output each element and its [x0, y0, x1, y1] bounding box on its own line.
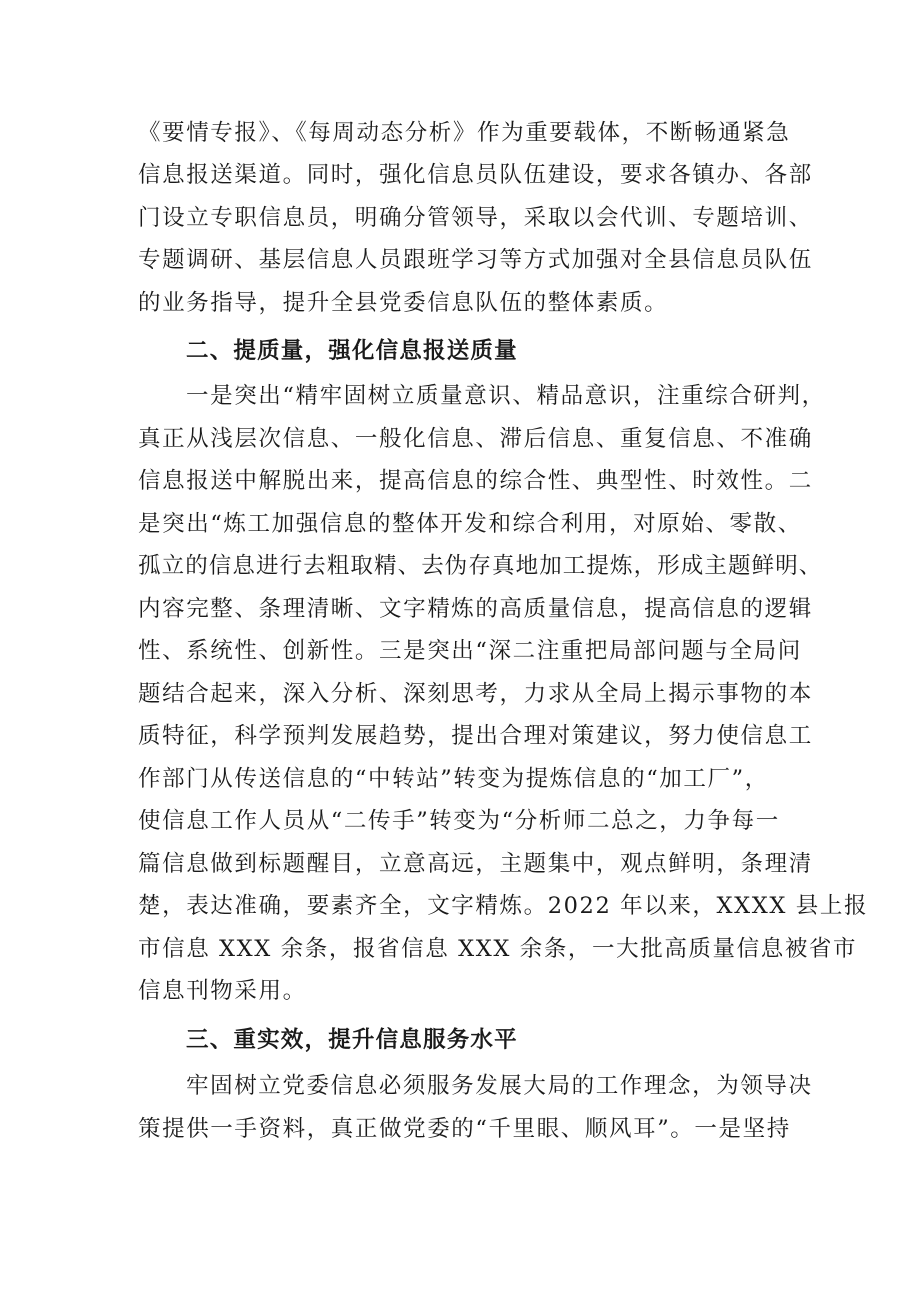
paragraph-line: 信息报送中解脱出来，提高信息的综合性、典型性、时效性。二	[138, 468, 813, 494]
section-heading: 三、重实效，提升信息服务水平	[186, 1027, 518, 1053]
paragraph-line: 篇信息做到标题醒目，立意高远，主题集中，观点鲜明，条理清	[138, 851, 813, 877]
paragraph-line: 市信息 XXX 余条，报省信息 XXX 余条，一大批高质量信息被省市	[138, 936, 858, 962]
paragraph-line: 题结合起来，深入分析、深刻思考，力求从全局上揭示事物的本	[138, 681, 813, 707]
paragraph-line: 专题调研、基层信息人员跟班学习等方式加强对全县信息员队伍	[138, 247, 813, 273]
section-heading: 二、提质量，强化信息报送质量	[186, 338, 518, 364]
paragraph-line: 真正从浅层次信息、一般化信息、滞后信息、重复信息、不准确	[138, 426, 813, 452]
paragraph-line: 内容完整、条理清晰、文字精炼的高质量信息，提高信息的逻辑	[138, 596, 813, 622]
paragraph-line: 性、系统性、创新性。三是突出“深二注重把局部问题与全局问	[138, 638, 802, 664]
paragraph-line: 作部门从传送信息的“中转站”转变为提炼信息的“加工厂”，	[138, 766, 769, 792]
paragraph-line: 牢固树立党委信息必须服务发展大局的工作理念，为领导决	[186, 1073, 813, 1099]
paragraph-line: 信息报送渠道。同时，强化信息员队伍建设，要求各镇办、各部	[138, 162, 813, 188]
paragraph-line: 质特征，科学预判发展趋势，提出合理对策建议，努力使信息工	[138, 723, 813, 749]
paragraph-line: 是突出“炼工加强信息的整体开发和综合利用，对原始、零散、	[138, 511, 802, 537]
paragraph-line: 《要情专报》、《每周动态分析》作为重要载体，不断畅通紧急	[138, 120, 791, 146]
paragraph-line: 信息刊物采用。	[138, 978, 307, 1004]
paragraph-line: 的业务指导，提升全县党委信息队伍的整体素质。	[138, 290, 669, 316]
paragraph-line: 策提供一手资料，真正做党委的“千里眼、顺风耳”。一是坚持	[138, 1116, 791, 1142]
paragraph-line: 楚，表达准确，要素齐全，文字精炼。2022 年以来，XXXX 县上报	[138, 893, 869, 919]
paragraph-line: 孤立的信息进行去粗取精、去伪存真地加工提炼，形成主题鲜明、	[138, 553, 823, 579]
paragraph-line: 使信息工作人员从“二传手”转变为“分析师二总之，力争每一	[138, 808, 780, 834]
paragraph-line: 门设立专职信息员，明确分管领导，采取以会代训、专题培训、	[138, 205, 813, 231]
paragraph-line: 一是突出“精牢固树立质量意识、精品意识，注重综合研判，	[186, 383, 826, 409]
